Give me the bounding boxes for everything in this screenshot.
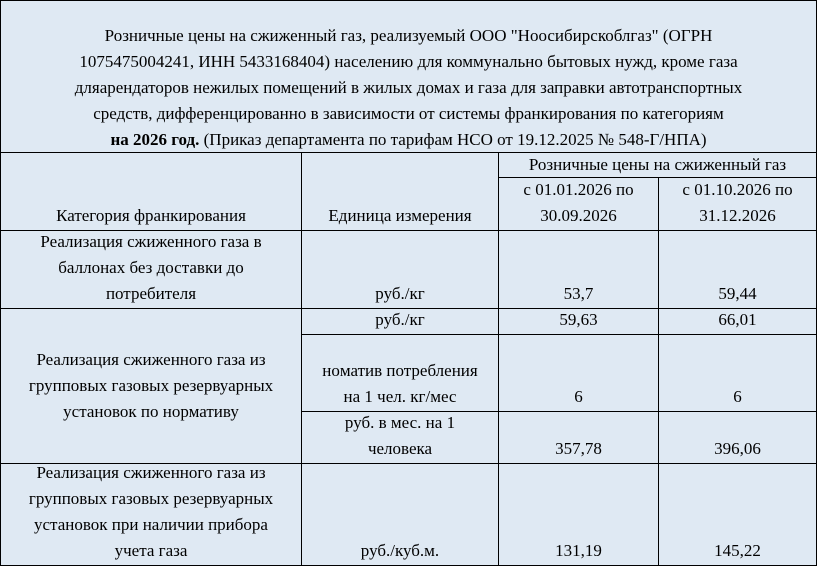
row3-price-1: 131,19 bbox=[498, 463, 658, 565]
header-unit: Единица измерения bbox=[301, 152, 498, 230]
row3-category: Реализация сжиженного газа из групповых газовых резервуарных установок при наличии прибора учета газа bbox=[1, 463, 301, 565]
header-category: Категория франкирования bbox=[1, 152, 301, 230]
title-line: Розничные цены на сжиженный газ, реализуемый ООО "Ноосибирскоблгаз" (ОГРН bbox=[104, 26, 713, 45]
title-line-last bbox=[1, 127, 816, 153]
row3-price-2: 145,22 bbox=[658, 463, 816, 565]
title-line: 1075475004241, ИНН 5433168404) населению для коммунально бытовых нужд, кроме газа bbox=[79, 52, 738, 71]
title-line: дляарендаторов нежилых помещений в жилых домах и газа для заправки автотранспортных bbox=[74, 78, 743, 97]
title-order: (Приказ департамента по тарифам НСО от 19.12.2025 № 548-Г/НПА) bbox=[199, 130, 707, 149]
row2-sub3-price-2: 396,06 bbox=[658, 411, 816, 463]
row1-price-2: 59,44 bbox=[658, 230, 816, 308]
row1-unit: руб./кг bbox=[301, 230, 498, 308]
row1-category: Реализация сжиженного газа в баллонах без доставки до потребителя bbox=[1, 230, 301, 308]
row2-sub2-price-2: 6 bbox=[658, 334, 816, 411]
row2-sub1-price-1: 59,63 bbox=[498, 308, 658, 334]
document-title bbox=[1, 1, 816, 152]
header-prices-group: Розничные цены на сжиженный газ bbox=[498, 152, 816, 177]
row2-sub3-unit: руб. в мес. на 1 человека bbox=[301, 411, 498, 463]
row2-sub3-price-1: 357,78 bbox=[498, 411, 658, 463]
row2-category: Реализация сжиженного газа из групповых газовых резервуарных установок по нормативу bbox=[1, 308, 301, 463]
row1-price-1: 53,7 bbox=[498, 230, 658, 308]
header-period-1: с 01.01.2026 по 30.09.2026 bbox=[498, 177, 658, 230]
title-line: средств, дифференцированно в зависимости от системы франкирования по категориям bbox=[93, 104, 724, 123]
title-year: на 2026 год. bbox=[110, 130, 200, 149]
row2-sub1-price-2: 66,01 bbox=[658, 308, 816, 334]
row3-unit: руб./куб.м. bbox=[301, 463, 498, 565]
row2-sub2-unit: нoматив потребления на 1 чел. кг/мес bbox=[301, 334, 498, 411]
row2-sub1-unit: руб./кг bbox=[301, 308, 498, 334]
header-period-2: с 01.10.2026 по 31.12.2026 bbox=[658, 177, 816, 230]
row2-sub2-price-1: 6 bbox=[498, 334, 658, 411]
